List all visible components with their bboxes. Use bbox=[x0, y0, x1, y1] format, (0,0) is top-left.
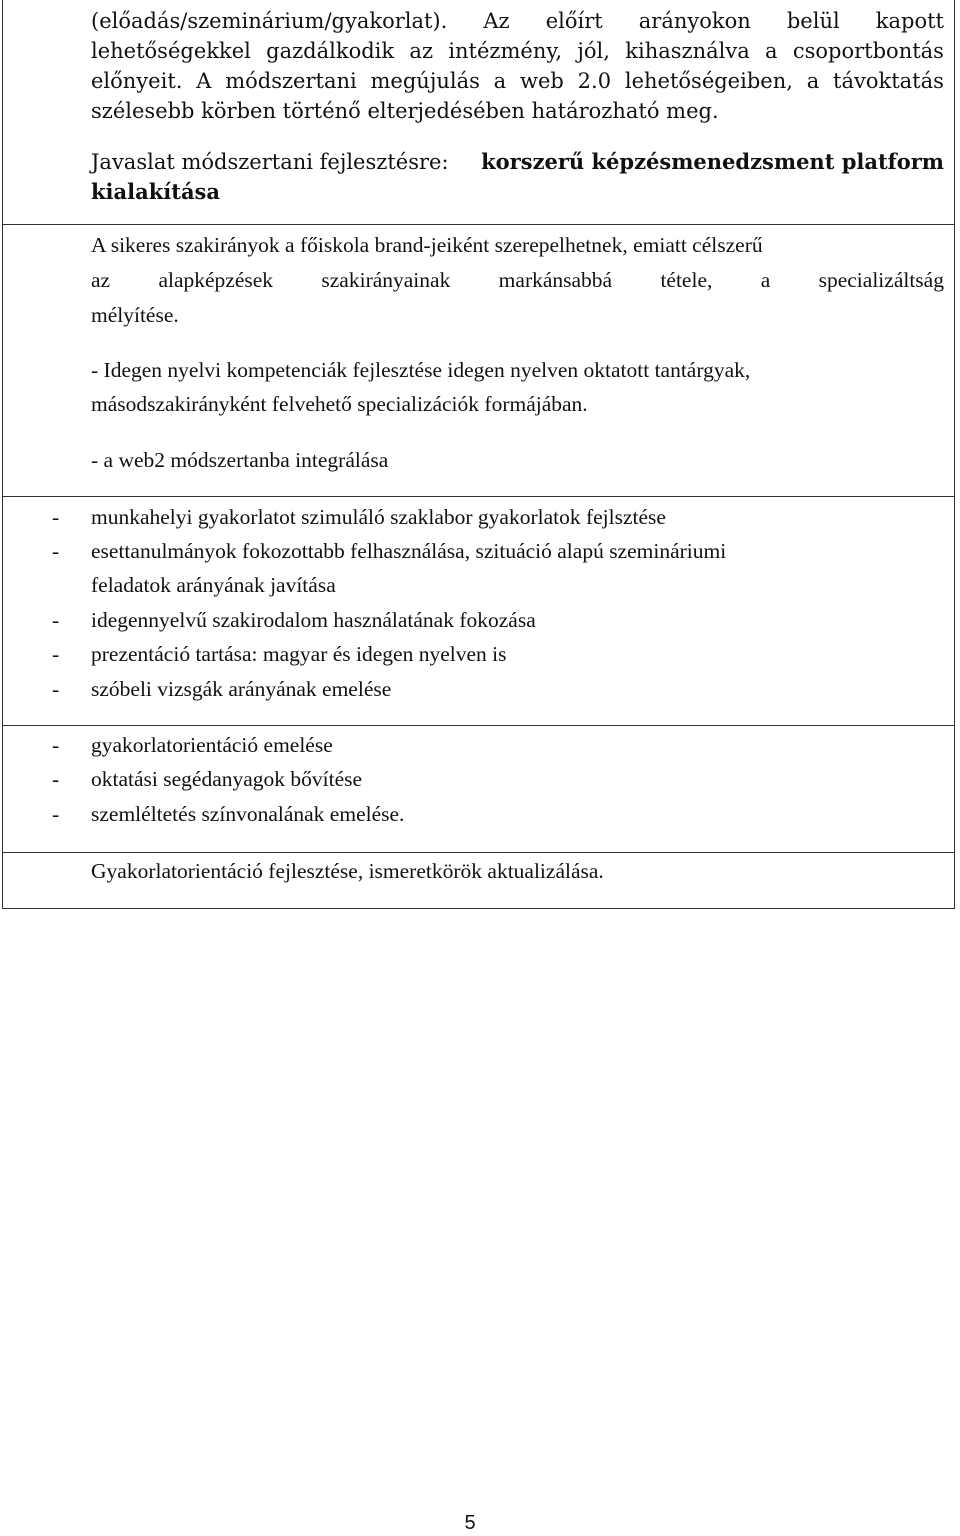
proposal-prefix: Javaslat módszertani fejlesztésre: bbox=[91, 150, 449, 174]
paragraph-line: A sikeres szakirányok a főiskola brand-jeiként szerepelhetnek, emiatt célszerű bbox=[91, 233, 763, 257]
list-bullet: - bbox=[52, 802, 60, 826]
table-row-divider bbox=[3, 725, 954, 726]
list-item: idegennyelvű szakirodalom használatának fokozása bbox=[91, 608, 536, 632]
list-bullet: - bbox=[52, 733, 60, 757]
paragraph-line: lehetőségekkel gazdálkodik az intézmény, jól, kihasználva a csoportbontás bbox=[91, 39, 944, 63]
list-bullet: - bbox=[52, 767, 60, 791]
paragraph-line: szélesebb körben történő elterjedésében határozható meg. bbox=[91, 99, 719, 123]
list-bullet: - bbox=[52, 642, 60, 666]
proposal-bold-continuation: kialakítása bbox=[91, 179, 220, 204]
list-bullet: - bbox=[52, 539, 60, 563]
list-item: gyakorlatorientáció emelése bbox=[91, 733, 333, 757]
list-item: szóbeli vizsgák arányának emelése bbox=[91, 677, 392, 701]
list-bullet: - bbox=[52, 608, 60, 632]
paragraph-line: másodszakirányként felvehető specializációk formájában. bbox=[91, 392, 588, 416]
paragraph-line: Gyakorlatorientáció fejlesztése, ismeretkörök aktualizálása. bbox=[91, 859, 604, 883]
list-item: munkahelyi gyakorlatot szimuláló szaklabor gyakorlatok fejlsztése bbox=[91, 505, 666, 529]
paragraph-line: mélyítése. bbox=[91, 303, 179, 327]
proposal-heading bbox=[91, 147, 944, 177]
paragraph-line: - Idegen nyelvi kompetenciák fejlesztése idegen nyelven oktatott tantárgyak, bbox=[91, 358, 751, 382]
list-item: esettanulmányok fokozottabb felhasználása, szituáció alapú szemináriumi bbox=[91, 539, 727, 563]
proposal-bold-text: korszerű képzésmenedzsment platform bbox=[481, 149, 944, 174]
list-item: prezentáció tartása: magyar és idegen nyelven is bbox=[91, 642, 507, 666]
paragraph-line: (előadás/szeminárium/gyakorlat). Az előírt arányokon belül kapott bbox=[91, 9, 944, 33]
list-item: oktatási segédanyagok bővítése bbox=[91, 767, 363, 791]
list-item-continuation: feladatok arányának javítása bbox=[91, 573, 336, 597]
list-bullet: - bbox=[52, 505, 60, 529]
justified-text: az alapképzések szakirányainak markánsabbá tétele, a specializáltság bbox=[91, 268, 944, 292]
list-bullet: - bbox=[52, 677, 60, 701]
page-number: 5 bbox=[464, 1512, 476, 1534]
table-row-divider bbox=[3, 496, 954, 497]
table-row-divider bbox=[3, 852, 954, 853]
paragraph-line: - a web2 módszertanba integrálása bbox=[91, 448, 389, 472]
table-row-divider bbox=[3, 224, 954, 225]
paragraph-line: előnyeit. A módszertani megújulás a web 2.0 lehetőségeiben, a távoktatás bbox=[91, 69, 944, 93]
paragraph-line bbox=[91, 263, 944, 297]
list-item: szemléltetés színvonalának emelése. bbox=[91, 802, 405, 826]
